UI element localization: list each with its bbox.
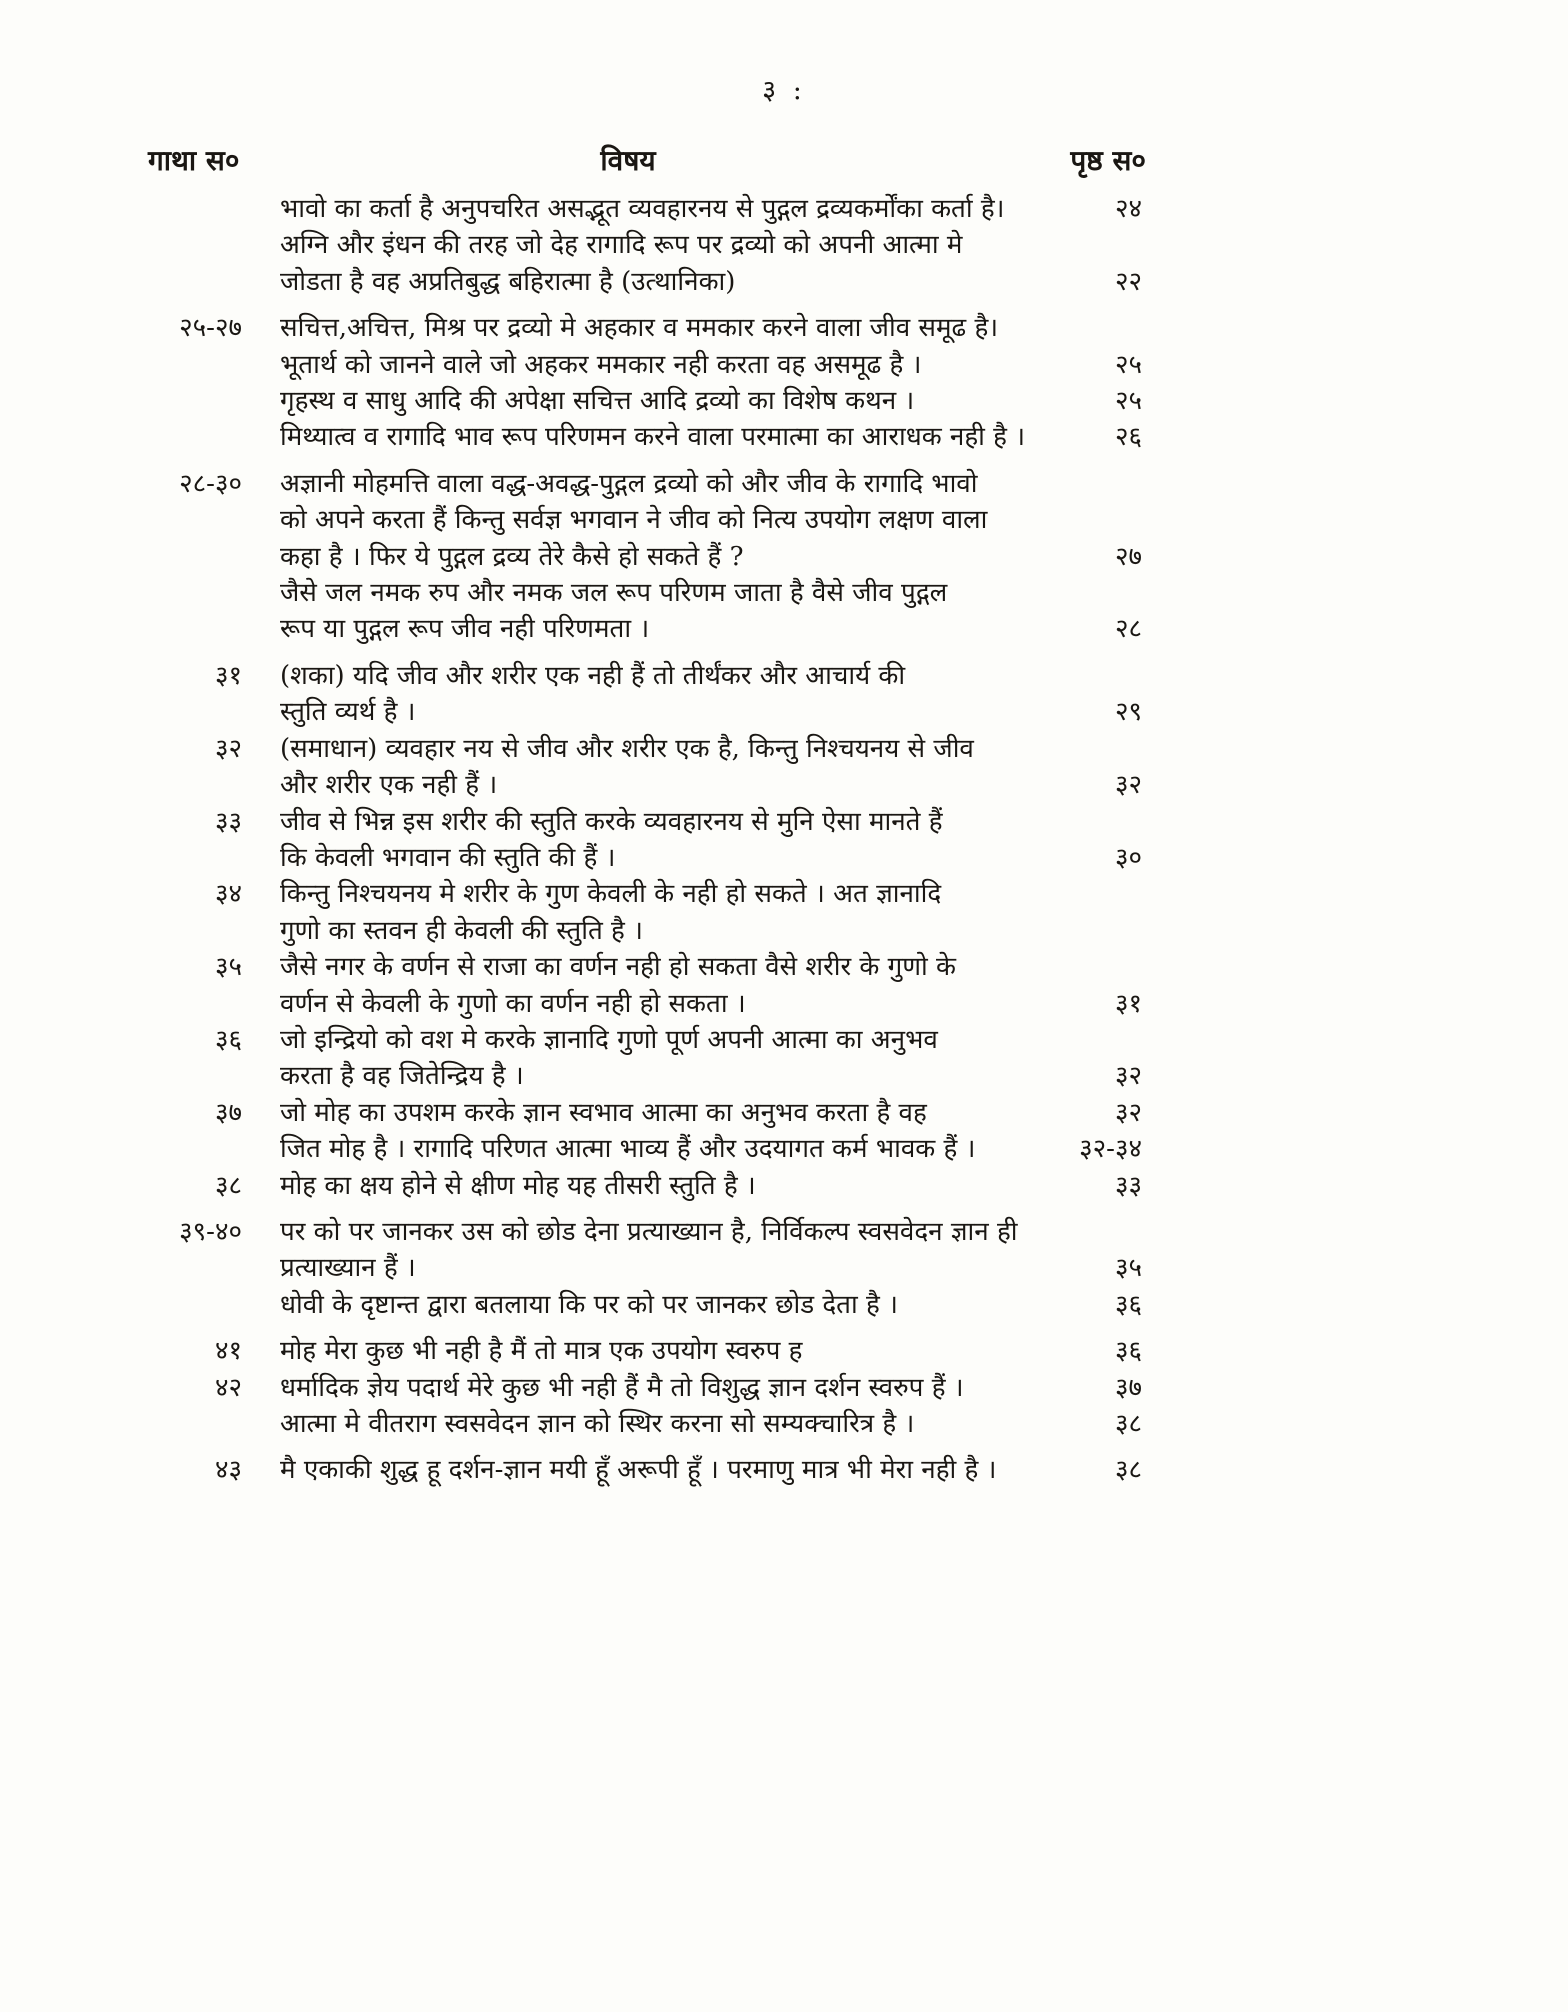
toc-row [148, 731, 1160, 767]
page-number: २२ [1114, 266, 1142, 297]
gatha-number [148, 840, 266, 876]
page-number: ३८ [1114, 1409, 1142, 1439]
gatha-number [148, 227, 266, 263]
subject-text: वर्णन से केवली के गुणो का वर्णन नही हो सकता । [280, 988, 746, 1019]
gatha-number [148, 1287, 266, 1323]
page-number: ३२ [1114, 1097, 1142, 1128]
toc-row [148, 611, 1160, 647]
toc-row [148, 383, 1160, 419]
toc-row [148, 658, 1160, 694]
subject-text: भूतार्थ को जानने वाले जो अहकर ममकार नही करता वह असमूढ है । [280, 349, 922, 380]
page-number: २८ [1114, 614, 1142, 645]
subject-text: (समाधान) व्यवहार नय से जीव और शरीर एक है, किन्तु निश्चयनय से जीव [280, 733, 974, 764]
subject-text: जो इन्द्रियो को वश मे करके ज्ञानादि गुणो पूर्ण अपनी आत्मा का अनुभव [280, 1024, 938, 1055]
toc-rows [148, 191, 1160, 1489]
toc-row [148, 804, 1160, 840]
gatha-number: ३६ [214, 1024, 242, 1055]
page-number: २७ [1114, 541, 1142, 572]
toc-header-row [148, 141, 1160, 179]
page-number: ३२ [1114, 770, 1142, 801]
gatha-number: ३८ [214, 1170, 242, 1201]
page-number: ३१ [1114, 988, 1142, 1019]
toc-row [148, 876, 1160, 912]
page-number: ३२-३४ [1079, 1134, 1142, 1165]
gatha-number: २५-२७ [179, 313, 242, 344]
gatha-number [148, 986, 266, 1022]
toc-row [148, 575, 1160, 611]
gatha-number [148, 1131, 266, 1167]
page-number: ३२ [1114, 1061, 1142, 1092]
toc-row [148, 694, 1160, 730]
gatha-number [148, 502, 266, 538]
subject-text: आत्मा मे वीतराग स्वसवेदन ज्ञान को स्थिर करना सो सम्यक्चारित्र है । [280, 1409, 915, 1439]
toc-row [148, 1406, 1160, 1442]
subject-text: जैसे नगर के वर्णन से राजा का वर्णन नही हो सकता वैसे शरीर के गुणो के [280, 952, 956, 983]
gatha-number [148, 347, 266, 383]
page-number [990, 575, 1160, 611]
subject-text: को अपने करता हैं किन्तु सर्वज्ञ भगवान ने जीव को नित्य उपयोग लक्षण वाला [280, 505, 988, 536]
page-number [990, 876, 1160, 912]
subject-text: गृहस्थ व साधु आदि की अपेक्षा सचित्त आदि द्रव्यो का विशेष कथन । [280, 386, 915, 417]
page-number [990, 804, 1160, 840]
page-number [990, 949, 1160, 985]
page-number [990, 658, 1160, 694]
toc-row [148, 1022, 1160, 1058]
gatha-number [148, 1406, 266, 1442]
subject-text: कि केवली भगवान की स्तुति की हैं । [280, 842, 616, 873]
gatha-number: ४२ [214, 1372, 242, 1403]
toc-row [148, 191, 1160, 227]
toc-row [148, 1168, 1160, 1204]
page-number: २५ [1114, 386, 1142, 417]
top-page-number: ३ : [762, 75, 806, 106]
toc-row [148, 1452, 1160, 1488]
gatha-number [148, 264, 266, 300]
subject-text: अज्ञानी मोहमत्ति वाला वद्ध-अवद्ध-पुद्गल द्रव्यो को और जीव के रागादि भावो [280, 468, 978, 499]
page-number: ३८ [1114, 1455, 1142, 1486]
gatha-number [148, 191, 266, 227]
gatha-number: ३१ [214, 660, 242, 691]
page-number: ३६ [1114, 1289, 1142, 1320]
subject-text: प्रत्याख्यान हैं । [280, 1253, 416, 1284]
page-number: २९ [1114, 697, 1142, 728]
subject-text: मै एकाकी शुद्ध हू दर्शन-ज्ञान मयी हूँ अरूपी हूँ । परमाणु मात्र भी मेरा नही है । [280, 1455, 997, 1486]
gatha-column-header: गाथा स० [148, 144, 240, 177]
subject-text: मिथ्यात्व व रागादि भाव रूप परिणमन करने वाला परमात्मा का आराधक नही है । [280, 422, 1026, 453]
page-number [990, 913, 1160, 949]
toc-row [148, 539, 1160, 575]
subject-text: (शका) यदि जीव और शरीर एक नही हैं तो तीर्थंकर और आचार्य की [280, 660, 906, 691]
gatha-number [148, 767, 266, 803]
subject-text: जीव से भिन्न इस शरीर की स्तुति करके व्यवहारनय से मुनि ऐसा मानते हैं [280, 806, 943, 837]
table-of-contents [148, 141, 1160, 1489]
page-column-header: पृष्ठ स० [1070, 144, 1146, 177]
page-number: ३५ [1114, 1253, 1142, 1284]
page-number [990, 1022, 1160, 1058]
page-number: २४ [1114, 194, 1142, 224]
toc-row [148, 264, 1160, 300]
page-number: २५ [1114, 349, 1142, 380]
page-number: २६ [1114, 422, 1142, 453]
gatha-number: ४१ [214, 1336, 242, 1367]
toc-row [148, 1370, 1160, 1406]
subject-text: मोह मेरा कुछ भी नही है मैं तो मात्र एक उपयोग स्वरुप ह [280, 1336, 803, 1367]
toc-row [148, 502, 1160, 538]
page-number [990, 310, 1160, 346]
page-number: ३० [1114, 842, 1142, 873]
gatha-number: ३५ [214, 952, 242, 983]
toc-row [148, 227, 1160, 263]
gatha-number [148, 611, 266, 647]
gatha-number [148, 1250, 266, 1286]
gatha-number [148, 383, 266, 419]
toc-row [148, 419, 1160, 455]
toc-row [148, 1095, 1160, 1131]
subject-text: किन्तु निश्चयनय मे शरीर के गुण केवली के नही हो सकते । अत ज्ञानादि [280, 879, 942, 910]
page-number [990, 502, 1160, 538]
toc-row [148, 986, 1160, 1022]
page-number: ३६ [1114, 1336, 1142, 1367]
page-number [990, 466, 1160, 502]
toc-row [148, 1250, 1160, 1286]
gatha-number: ३२ [214, 733, 242, 764]
toc-row [148, 1058, 1160, 1094]
toc-row [148, 1131, 1160, 1167]
subject-text: धोवी के दृष्टान्त द्वारा बतलाया कि पर को पर जानकर छोड देता है । [280, 1289, 898, 1320]
gatha-number [148, 539, 266, 575]
page-number: ३७ [1114, 1372, 1142, 1403]
subject-text: धर्मादिक ज्ञेय पदार्थ मेरे कुछ भी नही हैं मै तो विशुद्ध ज्ञान दर्शन स्वरुप हैं । [280, 1372, 964, 1403]
gatha-number: ३३ [214, 806, 242, 837]
page-number [990, 1214, 1160, 1250]
gatha-number [148, 419, 266, 455]
subject-text: रूप या पुद्गल रूप जीव नही परिणमता । [280, 614, 650, 645]
toc-row [148, 913, 1160, 949]
subject-text: कहा है । फिर ये पुद्गल द्रव्य तेरे कैसे हो सकते हैं ? [280, 541, 744, 572]
toc-row [148, 949, 1160, 985]
toc-row [148, 310, 1160, 346]
gatha-number [148, 1058, 266, 1094]
gatha-number: ३९-४० [179, 1216, 242, 1247]
subject-text: जोडता है वह अप्रतिबुद्ध बहिरात्मा है (उत्थानिका) [280, 266, 736, 297]
subject-text: गुणो का स्तवन ही केवली की स्तुति है । [280, 915, 643, 946]
subject-text: और शरीर एक नही हैं । [280, 770, 498, 801]
subject-text: भावो का कर्ता है अनुपचरित असद्भूत व्यवहारनय से पुद्गल द्रव्यकर्मोंका कर्ता है। [280, 194, 1005, 224]
gatha-number [148, 575, 266, 611]
toc-row [148, 840, 1160, 876]
subject-text: जैसे जल नमक रुप और नमक जल रूप परिणम जाता है वैसे जीव पुद्गल [280, 578, 948, 609]
gatha-number: ३७ [214, 1097, 242, 1128]
gatha-number: ३४ [214, 879, 242, 910]
toc-row [148, 347, 1160, 383]
toc-row [148, 767, 1160, 803]
gatha-number [148, 694, 266, 730]
toc-row [148, 466, 1160, 502]
page-number [990, 731, 1160, 767]
toc-row [148, 1214, 1160, 1250]
toc-row [148, 1333, 1160, 1369]
subject-text: स्तुति व्यर्थ है । [280, 697, 416, 728]
subject-column-header: विषय [600, 144, 656, 177]
gatha-number [148, 913, 266, 949]
subject-text: पर को पर जानकर उस को छोड देना प्रत्याख्यान है, निर्विकल्प स्वसवेदन ज्ञान ही [280, 1216, 1018, 1247]
page-number: ३३ [1114, 1170, 1142, 1201]
subject-text: मोह का क्षय होने से क्षीण मोह यह तीसरी स्तुति है । [280, 1170, 756, 1201]
subject-text: अग्नि और इंधन की तरह जो देह रागादि रूप पर द्रव्यो को अपनी आत्मा मे [280, 230, 963, 261]
gatha-number: ४३ [214, 1455, 242, 1486]
subject-text: जो मोह का उपशम करके ज्ञान स्वभाव आत्मा का अनुभव करता है वह [280, 1097, 927, 1128]
subject-text: जित मोह है । रागादि परिणत आत्मा भाव्य हैं और उदयागत कर्म भावक हैं । [280, 1134, 976, 1165]
subject-text: सचित्त,अचित्त, मिश्र पर द्रव्यो मे अहकार व ममकार करने वाला जीव समूढ है। [280, 313, 999, 344]
subject-text: करता है वह जितेन्द्रिय है । [280, 1061, 524, 1092]
page-number [990, 227, 1160, 263]
gatha-number: २८-३० [179, 468, 242, 499]
toc-row [148, 1287, 1160, 1323]
